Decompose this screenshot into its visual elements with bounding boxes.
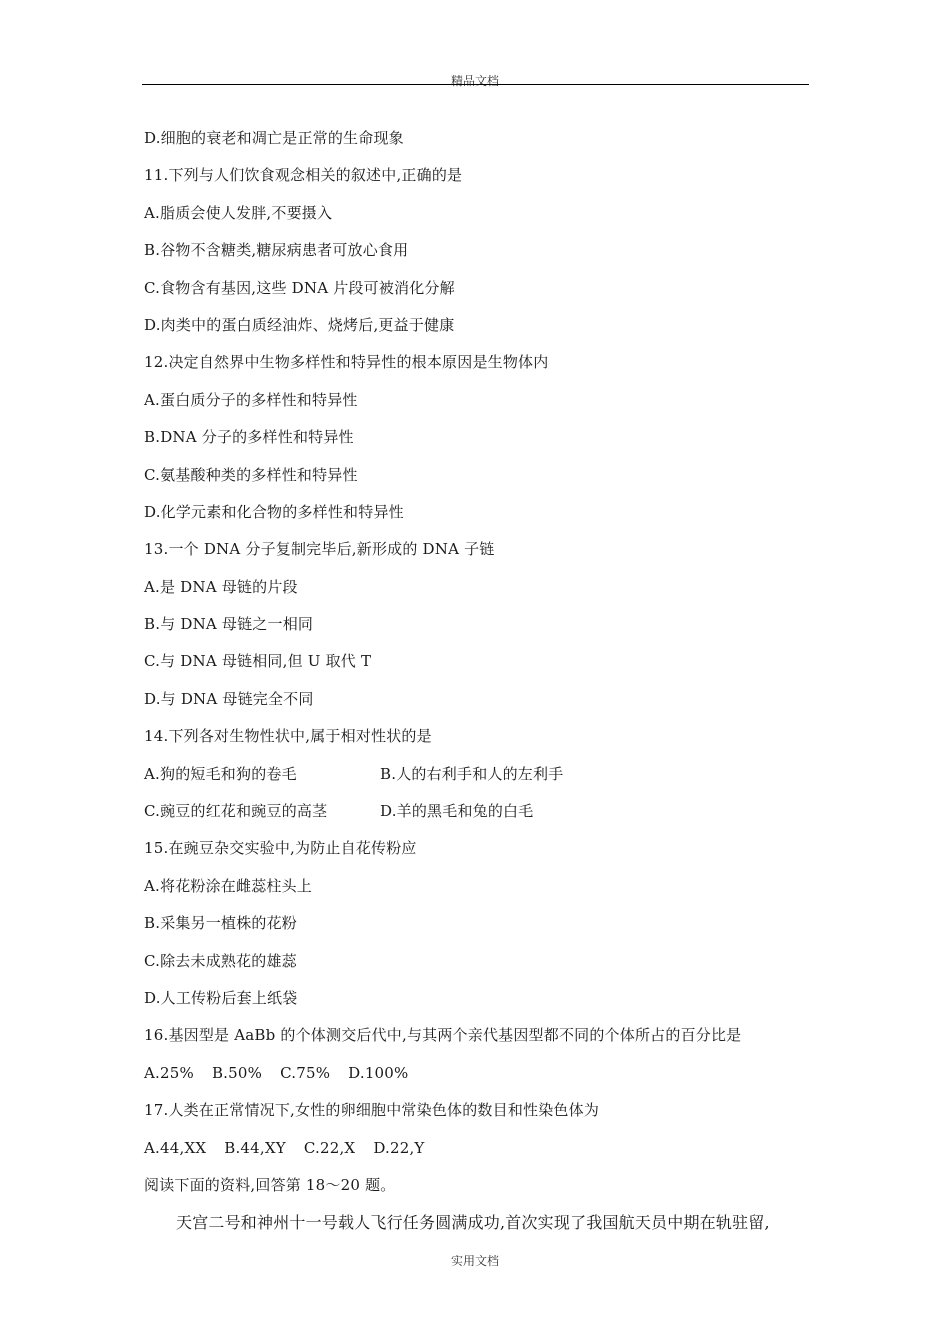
question-12: 12.决定自然界中生物多样性和特异性的根本原因是生物体内 [144, 353, 549, 372]
q11-option-a: A.脂质会使人发胖,不要摄入 [144, 203, 333, 222]
q14-options-row-1 [144, 756, 814, 793]
q13-option-b: B.与 DNA 母链之一相同 [144, 615, 314, 634]
reading-instruction: 阅读下面的资料,回答第 18～20 题。 [144, 1175, 396, 1194]
q12-option-b: B.DNA 分子的多样性和特异性 [144, 428, 354, 447]
question-16: 16.基因型是 AaBb 的个体测交后代中,与其两个亲代基因型都不同的个体所占的百分比是 [144, 1026, 742, 1045]
q11-option-c: C.食物含有基因,这些 DNA 片段可被消化分解 [144, 278, 455, 297]
q12-option-c: C.氨基酸种类的多样性和特异性 [144, 465, 358, 484]
question-15: 15.在豌豆杂交实验中,为防止自花传粉应 [144, 839, 417, 858]
q14-option-c: C.豌豆的红花和豌豆的高茎 [144, 802, 328, 821]
q16-option-a: A.25% [144, 1063, 194, 1082]
question-11: 11.下列与人们饮食观念相关的叙述中,正确的是 [144, 166, 463, 185]
q17-option-a: A.44,XX [144, 1138, 207, 1157]
q17-option-b: B.44,XY [224, 1138, 286, 1157]
q16-options [144, 1055, 814, 1092]
q16-option-d: D.100% [348, 1063, 409, 1082]
header-divider [142, 84, 809, 85]
q17-options [144, 1130, 814, 1167]
question-13: 13.一个 DNA 分子复制完毕后,新形成的 DNA 子链 [144, 540, 495, 559]
q17-option-d: D.22,Y [373, 1138, 425, 1157]
q15-option-d: D.人工传粉后套上纸袋 [144, 988, 298, 1007]
q11-option-b: B.谷物不含糖类,糖尿病患者可放心食用 [144, 241, 409, 260]
option-text: D.细胞的衰老和凋亡是正常的生命现象 [144, 129, 404, 147]
q15-option-b: B.采集另一植株的花粉 [144, 914, 297, 933]
page-header: 精品文档 [450, 74, 499, 88]
q14-option-a: A.狗的短毛和狗的卷毛 [144, 764, 297, 783]
q14-option-b: B.人的右利手和人的左利手 [380, 764, 564, 783]
q13-option-a: A.是 DNA 母链的片段 [144, 577, 298, 596]
document-body [144, 120, 814, 1242]
q15-option-c: C.除去未成熟花的雄蕊 [144, 951, 297, 970]
reading-passage: 天宫二号和神州十一号载人飞行任务圆满成功,首次实现了我国航天员中期在轨驻留, [176, 1213, 770, 1233]
question-14: 14.下列各对生物性状中,属于相对性状的是 [144, 727, 432, 746]
q14-options-row-2 [144, 793, 814, 830]
q16-option-b: B.50% [211, 1063, 263, 1082]
q12-option-a: A.蛋白质分子的多样性和特异性 [144, 390, 358, 409]
q11-option-d: D.肉类中的蛋白质经油炸、烧烤后,更益于健康 [144, 315, 455, 334]
q17-option-c: C.22,X [303, 1138, 356, 1157]
q16-option-c: C.75% [280, 1063, 331, 1082]
q12-option-d: D.化学元素和化合物的多样性和特异性 [144, 502, 404, 521]
q13-option-c: C.与 DNA 母链相同,但 U 取代 T [144, 652, 372, 671]
page-footer: 实用文档 [450, 1254, 499, 1268]
q14-option-d: D.羊的黑毛和兔的白毛 [380, 802, 534, 821]
q13-option-d: D.与 DNA 母链完全不同 [144, 689, 314, 708]
question-17: 17.人类在正常情况下,女性的卵细胞中常染色体的数目和性染色体为 [144, 1101, 600, 1120]
q15-option-a: A.将花粉涂在雌蕊柱头上 [144, 876, 313, 895]
